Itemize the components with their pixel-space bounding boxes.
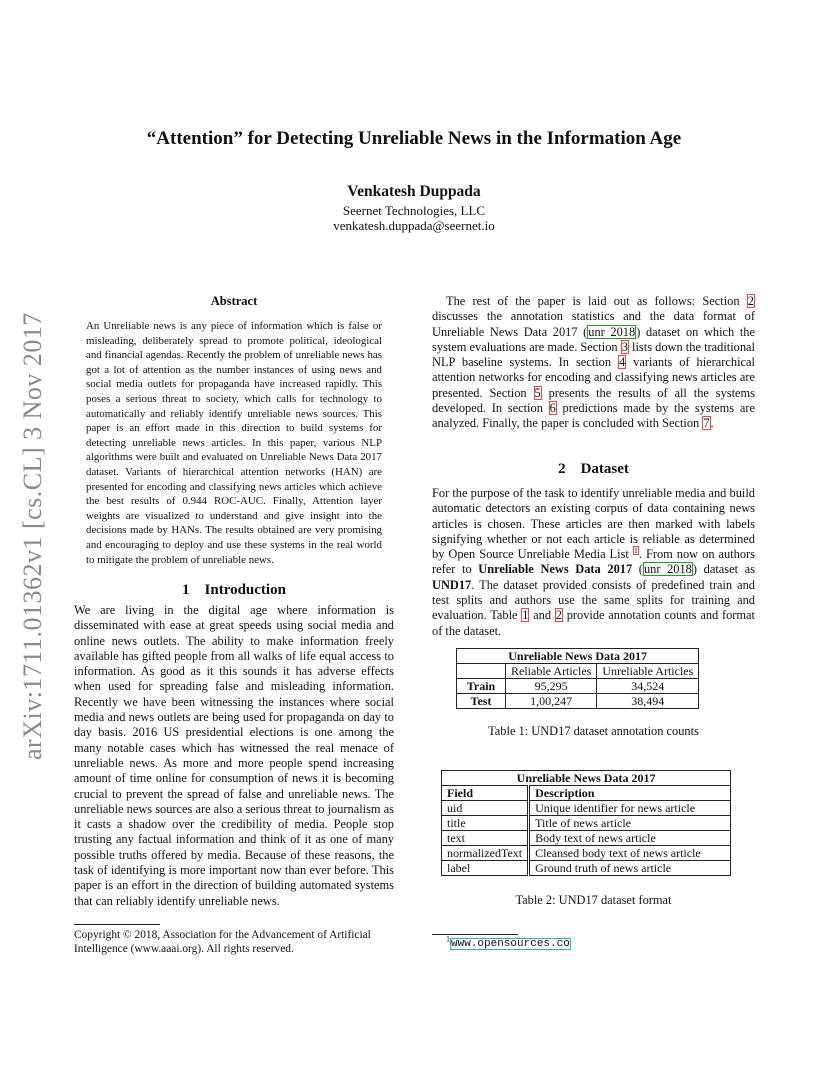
table-cell: title <box>442 816 529 831</box>
copyright-line-1: Copyright © 2018, Association for the Advancement of Artificial <box>74 929 371 941</box>
abstract-text: An Unreliable news is any piece of information which is false or misleading, deliberately spread to promote political, ideological and financial agendas. Recently the problem of unreliable news has got a lot of attention as the number instances of using news and social media outlets for propaganda have increased rapidly. This poses a serious threat to society, which calls for technology to automatically and reliably identify unreliable news sources. This paper is an effort made in this direction to build systems for detecting unreliable news articles. In this paper, various NLP algorithms were built and evaluated on Unreliable News Data 2017 dataset. Variants of hierarchical attention networks (HAN) are presented for encoding and classifying news articles which achieve the best results of 0.944 ROC-AUC. Finally, Attention layer weights are visualized to understand and give insight into the decisions made by HANs. The results obtained are very promising and encouraging to deploy and use these systems in the real world to mitigate the problem of unreliable news. <box>86 320 382 566</box>
author-name: Venkatesh Duppada <box>347 183 481 200</box>
table-row <box>442 816 731 831</box>
text-run: presents the results of all the systems developed. In section <box>432 385 756 416</box>
text-run: ( <box>632 562 643 577</box>
section-ref-link[interactable]: 7 <box>703 416 710 431</box>
text-run: . The dataset provided consists of predefined train and test splits and authors use the same splits for training and evaluation. Table <box>432 577 755 623</box>
section-ref-link[interactable]: 4 <box>618 355 626 370</box>
table-cell: Body text of news article <box>529 831 731 846</box>
outline-paragraph <box>432 294 755 432</box>
text-run: The rest of the paper is laid out as follows: Section <box>446 294 747 308</box>
column-header: Unreliable Articles <box>597 664 699 679</box>
citation-link[interactable]: unr 2018 <box>643 562 692 577</box>
copyright-notice <box>74 924 394 956</box>
table-cell: label <box>442 861 529 876</box>
text-run: lists down the traditional NLP baseline systems. In section <box>432 339 755 370</box>
table-cell: Unique identifier for news article <box>529 801 731 816</box>
text-run: . <box>710 416 714 431</box>
paper-title: “Attention” for Detecting Unreliable News in the Information Age <box>146 128 682 149</box>
footnote-url-link[interactable]: www.opensources.co <box>451 938 570 950</box>
column-header: Field <box>442 786 529 801</box>
citation-link[interactable]: unr 2018 <box>588 324 636 339</box>
row-label: Test <box>457 694 506 709</box>
table-dataset-format <box>441 770 731 876</box>
introduction-text: We are living in the digital age where information is disseminated with ease at great speeds using social media and online news outlets. The ability to make information freely available has gifted people from all walks of life equal access to information. As good as it this sounds it has adverse effects when used for spreading false and misleading information. Recently we have been witnessing the instances where social media and news outlets are being used for propaganda on day to day basis. 2016 US presidential elections is one among the many notable cases which has witnessed the real menace of unreliable news. As more and more people spend increasing amount of time online for consumption of news it is becoming crucial to prevent the spread of false and unreliable news. The unreliable news sources are also a serious threat to journalism as it casts a shadow over the credibility of media. People stop trusting any factual information and think of it as one of many possible truths offered by media. Because of these reasons, the task of identifying is more important now than ever before. This paper is an effort in the direction of building automated systems that can reliably identify unreliable news. <box>74 603 394 908</box>
table-cell: 95,295 <box>506 679 597 694</box>
table1-caption: Table 1: UND17 dataset annotation counts <box>488 724 699 738</box>
footnote-ref-link[interactable]: 1 <box>633 546 638 556</box>
footnote <box>446 934 571 950</box>
table-title: Unreliable News Data 2017 <box>457 649 699 664</box>
text-run: predictions made by the systems are analyzed. Finally, the paper is concluded with Section <box>432 401 755 431</box>
table-corner-cell <box>457 664 506 679</box>
text-run: ) dataset as <box>692 562 755 577</box>
author-email: venkatesh.duppada@seernet.io <box>333 218 495 233</box>
arxiv-identifier: arXiv:1711.01362v1 [cs.CL] 3 Nov 2017 <box>18 312 47 760</box>
section-title: Dataset <box>580 461 629 477</box>
footnote-rule <box>432 934 518 935</box>
table-row <box>442 831 731 846</box>
copyright-rule <box>74 924 160 925</box>
bold-dataset-name: Unreliable News Data 2017 <box>478 562 633 577</box>
section-number: 1 <box>182 582 190 598</box>
table-row <box>442 846 731 861</box>
table-cell: normalizedText <box>442 846 529 861</box>
table-cell: uid <box>442 801 529 816</box>
abstract-heading: Abstract <box>210 294 258 308</box>
bold-dataset-abbrev: UND17 <box>432 577 472 592</box>
column-header: Description <box>529 786 731 801</box>
author-affiliation: Seernet Technologies, LLC <box>342 203 486 218</box>
section-ref-link[interactable]: 5 <box>534 385 541 400</box>
table-title: Unreliable News Data 2017 <box>442 771 731 786</box>
text-run: For the purpose of the task to identify unreliable media and build automatic detectors an existing corpus of data containing news articles is chosen. These articles are then marked with labels signifying whether or not each article is reliable as determined by Open Source Unreliable Media List <box>432 486 755 562</box>
row-label: Train <box>457 679 506 694</box>
table-cell: Title of news article <box>529 816 731 831</box>
table-ref-link[interactable]: 1 <box>522 608 529 623</box>
table2-caption: Table 2: UND17 dataset format <box>515 893 672 907</box>
table-cell: text <box>442 831 529 846</box>
section-ref-link[interactable]: 2 <box>747 294 754 308</box>
section-number: 2 <box>558 461 566 477</box>
section-heading-introduction <box>74 582 394 599</box>
table-annotation-counts <box>456 648 699 709</box>
section-ref-link[interactable]: 6 <box>549 401 556 416</box>
table-cell: 34,524 <box>597 679 699 694</box>
text-run: discusses the annotation statistics and the data format of Unreliable News Data 2017 ( <box>432 309 755 339</box>
column-header: Reliable Articles <box>506 664 597 679</box>
text-run: provide annotation counts and format of the dataset. <box>432 608 755 638</box>
text-run: variants of hierarchical attention networks for encoding and classifying news articles are presented. Section <box>432 355 756 400</box>
text-run: ) dataset on which the system evaluations are made. Section <box>432 324 755 354</box>
copyright-line-2: Intelligence (www.aaai.org). All rights reserved. <box>74 943 294 956</box>
section-ref-link[interactable]: 3 <box>621 339 628 354</box>
table-ref-link[interactable]: 2 <box>555 608 562 623</box>
footnote-mark: 1 <box>446 934 450 944</box>
table-cell: Ground truth of news article <box>529 861 731 876</box>
text-run: . From now on authors refer to <box>432 547 755 577</box>
table-row <box>442 801 731 816</box>
table-row <box>457 679 699 694</box>
section-title: Introduction <box>204 582 286 598</box>
table-cell: 38,494 <box>597 694 699 709</box>
text-run: and <box>529 608 555 623</box>
table-cell: 1,00,247 <box>506 694 597 709</box>
dataset-paragraph <box>432 486 755 639</box>
table-row <box>442 861 731 876</box>
section-heading-dataset <box>432 461 755 478</box>
table-row <box>457 694 699 709</box>
table-cell: Cleansed body text of news article <box>529 846 731 861</box>
